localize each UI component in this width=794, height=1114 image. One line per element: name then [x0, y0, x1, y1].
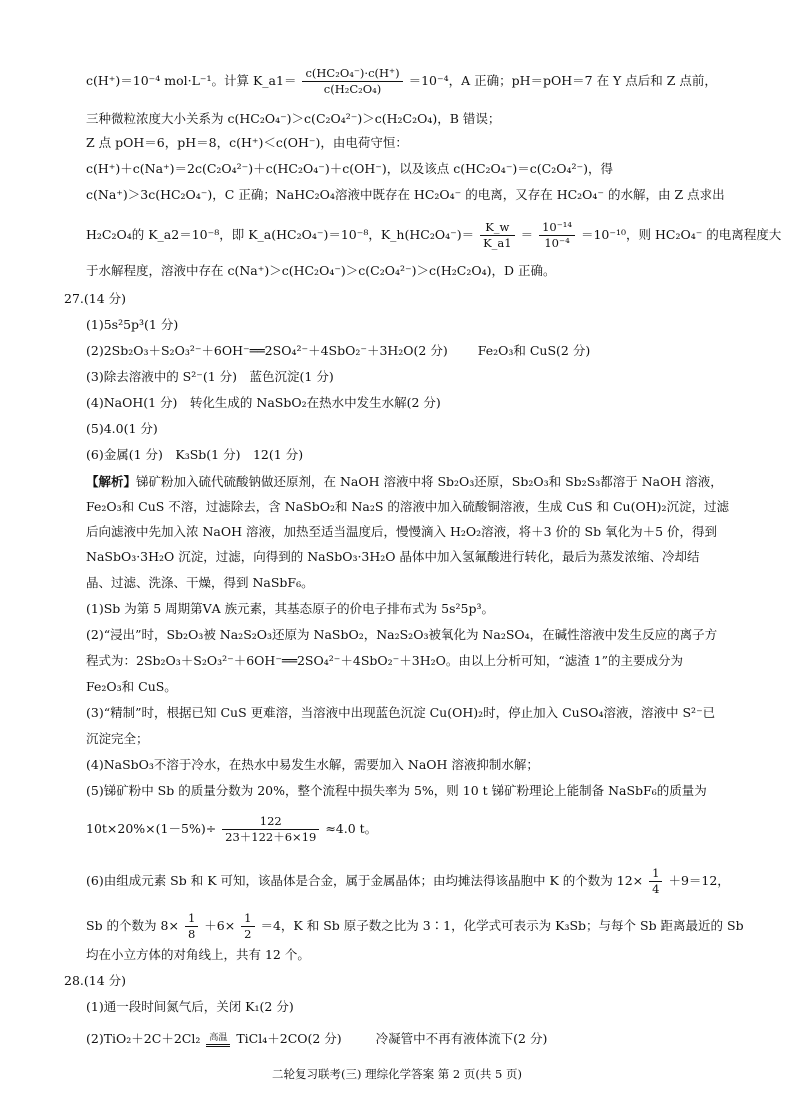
- text-line: (2)“浸出”时，Sb₂O₃被 Na₂S₂O₃还原为 NaSbO₂，Na₂S₂O₃被氧化为 Na₂SO₄，在碱性溶液中发生反应的离子方: [86, 627, 718, 642]
- answer-residue: Fe₂O₃和 CuS(2 分): [477, 343, 591, 358]
- mass-lead: 10t×20%×(1－5%)÷: [86, 821, 217, 836]
- ka1-lead: c(H⁺)＝10⁻⁴ mol·L⁻¹。计算 K_a1＝: [86, 73, 297, 88]
- answer-line: (1)通一段时间氮气后，关闭 K₁(2 分): [86, 999, 294, 1014]
- fraction-numerator: 1: [185, 911, 198, 927]
- analysis-tag: 【解析】: [86, 474, 137, 489]
- sb-count-tail: ＝4，K 和 Sb 原子数之比为 3∶1，化学式可表示为 K₃Sb；与每个 Sb 距离最近的 Sb: [260, 918, 744, 933]
- answer-line: [86, 1030, 547, 1048]
- fraction-denominator: 4: [652, 882, 660, 896]
- text-line: 沉淀完全；: [86, 731, 149, 746]
- answer-line: (6)金属(1 分) K₃Sb(1 分) 12(1 分): [86, 447, 304, 462]
- kh-fraction: [480, 220, 515, 251]
- fraction-denominator: c(H₂C₂O₄): [323, 82, 382, 96]
- fraction-denominator: 10⁻⁴: [544, 236, 570, 250]
- answer-observation: 冷凝管中不再有液体流下(2 分): [375, 1031, 548, 1046]
- mass-tail: ≈4.0 t。: [325, 821, 378, 836]
- k-count-tail: ＋9＝12，: [668, 873, 730, 888]
- fraction-denominator: 23＋122＋6×19: [225, 830, 317, 844]
- kh-value-fraction: [539, 220, 575, 251]
- text-line: Z 点 pOH＝6，pH＝8，c(H⁺)＜c(OH⁻)，由电荷守恒：: [86, 135, 408, 150]
- fraction-numerator: 10⁻¹⁴: [539, 220, 575, 236]
- fraction-numerator: K_w: [480, 220, 515, 236]
- text-line: NaSbO₃·3H₂O 沉淀，过滤，向得到的 NaSbO₃·3H₂O 晶体中加入氢氟酸进行转化，最后为蒸发浓缩、冷却结: [86, 549, 700, 564]
- fraction-numerator: 122: [222, 814, 319, 830]
- text-line: (5)锑矿粉中 Sb 的质量分数为 20%，整个流程中损失率为 5%，则 10 t 锑矿粉理论上能制备 NaSbF₆的质量为: [86, 783, 707, 798]
- answer-line: (4)NaOH(1 分) 转化生成的 NaSbO₂在热水中发生水解(2 分): [86, 395, 441, 410]
- answer-line: (5)4.0(1 分): [86, 421, 158, 436]
- text-line: 程式为：2Sb₂O₃＋S₂O₃²⁻＋6OH⁻══2SO₄²⁻＋4SbO₂⁻＋3H₂O。由以上分析可知，“滤渣 1”的主要成分为: [86, 653, 684, 668]
- text-line: (3)“精制”时，根据已知 CuS 更难溶，当溶液中出现蓝色沉淀 Cu(OH)₂时，停止加入 CuSO₄溶液，溶液中 S²⁻已: [86, 705, 716, 720]
- text-line: [86, 66, 717, 97]
- equation-tail: TiCl₄＋2CO(2 分): [236, 1031, 342, 1046]
- text-line: Fe₂O₃和 CuS 不溶，过滤除去，含 NaSbO₂和 Na₂S 的溶液中加入硫酸铜溶液，生成 CuS 和 Cu(OH)₂沉淀，过滤: [86, 499, 730, 514]
- sb-count-mid: ＋6×: [204, 918, 236, 933]
- text-line: 三种微粒浓度大小关系为 c(HC₂O₄⁻)＞c(C₂O₄²⁻)＞c(H₂C₂O₄)，B 错误；: [86, 111, 501, 126]
- fraction-denominator: 2: [244, 927, 252, 941]
- fraction-numerator: 1: [241, 911, 254, 927]
- question-28-heading: 28.(14 分): [64, 973, 127, 988]
- answer-equation: (2)2Sb₂O₃＋S₂O₃²⁻＋6OH⁻══2SO₄²⁻＋4SbO₂⁻＋3H₂O(2 分): [86, 343, 448, 358]
- text-line: Fe₂O₃和 CuS。: [86, 679, 177, 694]
- page-footer: 二轮复习联考(三) 理综化学答案 第 2 页(共 5 页): [271, 1067, 522, 1081]
- question-27-heading: 27.(14 分): [64, 291, 127, 306]
- reaction-condition: [206, 1033, 230, 1047]
- equation-lead: (2)TiO₂＋2C＋2Cl₂: [86, 1031, 201, 1046]
- text-line: c(H⁺)＋c(Na⁺)＝2c(C₂O₄²⁻)＋c(HC₂O₄⁻)＋c(OH⁻)，以及该点 c(HC₂O₄⁻)＝c(C₂O₄²⁻)，得: [86, 161, 613, 176]
- fraction-denominator: K_a1: [483, 236, 512, 250]
- text-line: 于水解程度，溶液中存在 c(Na⁺)＞c(HC₂O₄⁻)＞c(C₂O₄²⁻)＞c(H₂C₂O₄)，D 正确。: [86, 263, 556, 278]
- text-line: [86, 814, 377, 845]
- eighth-fraction: [185, 911, 198, 942]
- mass-fraction: [222, 814, 319, 845]
- fraction-numerator: 1: [649, 866, 662, 882]
- text-line: H₂C₂O₄的 K_a2＝10⁻⁸，即 K_a(HC₂O₄⁻)＝10⁻⁸，K_h(HC₂O₄⁻)＝ $\frac{K\_w}{K\_a1}$ ＝ $\frac{\text{10⁻¹⁴}}{\text{10⁻⁴}}$ ＝10⁻¹⁰，则 HC₂O₄⁻ 的电离程度大: [86, 220, 782, 250]
- text-line: c(Na⁺)＞3c(HC₂O₄⁻)，C 正确；NaHC₂O₄溶液中既存在 HC₂O₄⁻ 的电离，又存在 HC₂O₄⁻ 的水解，由 Z 点求出: [86, 187, 725, 202]
- condition-label: 高温: [206, 1033, 230, 1047]
- text-line: 后向滤液中先加入浓 NaOH 溶液，加热至适当温度后，慢慢滴入 H₂O₂溶液，将＋3 价的 Sb 氧化为＋5 价，得到: [86, 524, 717, 539]
- analysis-text: 锑矿粉加入硫代硫酸钠做还原剂，在 NaOH 溶液中将 Sb₂O₃还原，Sb₂O₃和 Sb₂S₃都溶于 NaOH 溶液，: [136, 474, 723, 489]
- text-line: 均在小立方体的对角线上，共有 12 个。: [86, 947, 310, 962]
- text-line: [86, 866, 730, 897]
- ka1-tail: ＝10⁻⁴，A 正确；pH＝pOH＝7 在 Y 点后和 Z 点前，: [408, 73, 717, 88]
- sb-count-lead: Sb 的个数为 8×: [86, 918, 179, 933]
- text-line: [86, 911, 744, 942]
- analysis-line: [86, 473, 723, 491]
- fraction-denominator: 8: [187, 927, 196, 941]
- answer-line: [86, 342, 590, 360]
- fraction-numerator: c(HC₂O₄⁻)·c(H⁺): [302, 66, 402, 82]
- text-line: 晶、过滤、洗涤、干燥，得到 NaSbF₆。: [86, 575, 314, 590]
- k-count-lead: (6)由组成元素 Sb 和 K 可知，该晶体是合金，属于金属晶体；由均摊法得该晶胞中 K 的个数为 12×: [86, 873, 644, 888]
- text-line: (4)NaSbO₃不溶于冷水，在热水中易发生水解，需要加入 NaOH 溶液抑制水解；: [86, 757, 539, 772]
- kh-lead: H₂C₂O₄的 K_a2＝10⁻⁸，即 K_a(HC₂O₄⁻)＝10⁻⁸，K_h(HC₂O₄⁻)＝: [86, 227, 475, 242]
- ka1-fraction: [302, 66, 402, 97]
- kh-tail: ＝10⁻¹⁰，则 HC₂O₄⁻ 的电离程度大: [580, 227, 782, 242]
- answer-line: (3)除去溶液中的 S²⁻(1 分) 蓝色沉淀(1 分): [86, 369, 334, 384]
- text-line: (1)Sb 为第 5 周期第ⅤA 族元素，其基态原子的价电子排布式为 5s²5p³。: [86, 601, 494, 616]
- quarter-fraction: [649, 866, 662, 897]
- half-fraction: [241, 911, 254, 942]
- answer-line: (1)5s²5p³(1 分): [86, 317, 179, 332]
